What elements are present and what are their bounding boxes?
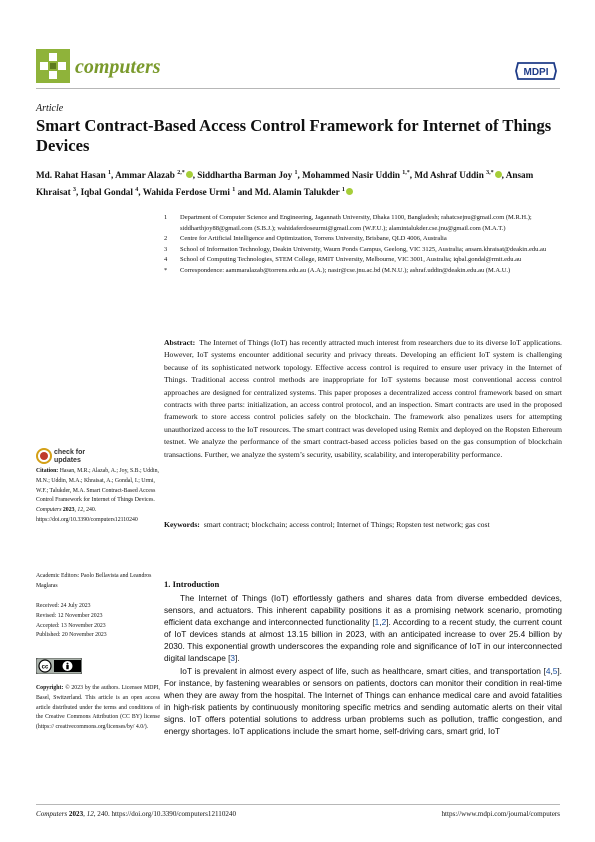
keywords-text: smart contract; blockchain; access control; Internet of Things; Ropsten test network; gas cost bbox=[203, 520, 490, 529]
orcid-icon[interactable] bbox=[495, 171, 502, 178]
affiliation-text: School of Computing Technologies, STEM College, RMIT University, Melbourne, VIC 3001, Australia; iqbal.gondal@rmit.edu.au bbox=[180, 256, 522, 264]
author-affiliation-mark: 3 bbox=[73, 187, 77, 194]
author-separator: , bbox=[192, 170, 198, 181]
affiliation-item bbox=[164, 255, 564, 266]
affiliation-item bbox=[164, 266, 564, 277]
affiliation-text: Correspondence: aammaralazab@torrens.edu.au (A.A.); nasir@cse.jnu.ac.bd (M.N.U.); ashraf.uddin@deakin.edu.au (M.A.U.) bbox=[180, 266, 511, 274]
author-list bbox=[36, 166, 566, 200]
copyright bbox=[36, 684, 160, 733]
affiliation-text: Department of Computer Science and Engineering, Jagannath University, Dhaka 1100, Bangladesh; rahatcsejnu@gmail.com (M.R.H.); siddharthjoy88@gmail.com (S.B.J.); wahidaferdoseurmi@gmail.com (W.F.U.); alamintalukder.cse.jnu@gmail.com (M.A.T.) bbox=[180, 214, 532, 232]
cc-by-license-icon[interactable] bbox=[36, 658, 82, 674]
ref-link-5[interactable]: 5 bbox=[552, 665, 558, 676]
author-separator: , bbox=[110, 170, 116, 181]
article-title: Smart Contract-Based Access Control Framework for Internet of Things Devices bbox=[36, 116, 552, 155]
author-separator: and bbox=[235, 187, 255, 198]
journal-logo-icon bbox=[36, 49, 70, 83]
section-heading: 1. Introduction bbox=[164, 579, 220, 589]
academic-editors: Academic Editors: Paolo Bellavista and Leandros Maglaras bbox=[36, 573, 152, 589]
body-paragraph-1: The Internet of Things (IoT) effortlessly gathers and shares data from diverse embedded devices, sensors, and actuators. This inherent capability positions it as a promising network scenario, promoting efficient data exchange and interconnected functionality [1,2]. According to a recent study, the current count of IoT devices stands at almost 13.15 billion in 2023, with an anticipated increase to over 25.4 billion by 2030. This exponential growth underscores the expanding role and significance of IoT in our interconnected digital landscape [3]. bbox=[164, 593, 562, 664]
keywords-label: Keywords: bbox=[164, 520, 200, 529]
abstract bbox=[164, 337, 562, 461]
abstract-label: Abstract: bbox=[164, 338, 196, 347]
footer-journal-url[interactable]: https://www.mdpi.com/journal/computers bbox=[441, 810, 560, 818]
keywords bbox=[164, 519, 562, 531]
author-name: Ammar Alazab bbox=[115, 170, 175, 181]
author-affiliation-mark: 1,* bbox=[402, 170, 410, 176]
check-for-updates-line1: check for bbox=[54, 449, 86, 456]
body-paragraph-2: IoT is prevalent in almost every aspect of life, such as healthcare, smart cities, and transportation [4,5]. For instance, by fastening wearables or sensors on patients, doctors can monitor their condition in real-time when they are away from the hospital. The Internet of Things can enhance medical care and avoid fatalities in high-risk patients by continuously monitoring specific metrics and sending automatic alerts on their vital signs. IoT offers potential solutions to address urban problems such as pollution, traffic congestion, and energy shortages. IoT applications include the smart home, self-driving cars, smart grid, IoT bbox=[164, 665, 562, 737]
author-affiliation-mark: 1 bbox=[232, 187, 236, 194]
citation-year: 2023 bbox=[62, 507, 75, 514]
ref-link-4[interactable]: 4 bbox=[545, 665, 551, 676]
affiliation-mark: * bbox=[164, 266, 168, 274]
orcid-icon[interactable] bbox=[186, 171, 193, 178]
author-name: Md. Rahat Hasan bbox=[36, 170, 106, 181]
author-separator: , bbox=[297, 170, 303, 181]
mdpi-logo-icon[interactable] bbox=[514, 60, 558, 82]
author-name: Iqbal Gondal bbox=[80, 187, 133, 198]
footer-year: 2023 bbox=[68, 810, 84, 818]
author-affiliation-mark: 1 bbox=[294, 170, 298, 176]
author-affiliation-mark: 1 bbox=[341, 187, 345, 194]
check-for-updates-icon[interactable] bbox=[36, 448, 52, 464]
header-divider bbox=[36, 88, 560, 89]
copyright-label: Copyright: bbox=[36, 685, 64, 691]
mdpi-logo-text: MDPI bbox=[523, 67, 549, 78]
author-name: Wahida Ferdose Urmi bbox=[142, 187, 230, 198]
citation-label: Citation: bbox=[36, 468, 59, 474]
date-received: Received: 24 July 2023 bbox=[36, 603, 91, 609]
author-affiliation-mark: 2,* bbox=[177, 170, 185, 176]
affiliation-mark: 4 bbox=[164, 256, 168, 264]
citation-text: Hasan, M.R.; Alazab, A.; Joy, S.B.; Uddin, M.N.; Uddin, M.A.; Khraisat, A.; Gondal, I.; Urmi, W.F.; Talukder, M.A. Smart Contract-Based Access Control Framework for Internet of Things Devices. bbox=[36, 468, 159, 504]
author-affiliation-mark: 4 bbox=[135, 187, 139, 194]
abstract-text: The Internet of Things (IoT) has recently attracted much interest from researchers due to its diverse IoT applications. However, IoT systems encounter additional security and privacy threats. Developing an efficient IoT system is challenging because of its sophisticated network topology. Effective access control is required to ensure user privacy in the Internet of Things. Traditional access control methods are inappropriate for IoT systems because most conventional access control approaches are designed for centralized systems. This paper proposes a decentralized access control framework based on smart contracts with three parts: initialization, an access control protocol, and an inspection. Smart contracts are used in the proposed framework to store access control policies safely on the blockchain. The framework also penalizes users for attempting unauthorized access to the IoT resources. The smart contract was developed using Remix and deployed on the Ropsten Ethereum testnet. We analyze the performance of the smart contract-based access policies based on the gas consumption of blockchain transactions. Further, we analyze the system’s security, usability, scalability, and interoperability performance. bbox=[164, 338, 562, 459]
affiliation-mark: 2 bbox=[164, 235, 168, 243]
affiliation-mark: 3 bbox=[164, 245, 168, 253]
footer-citation: Computers 2023, 12, 240. https://doi.org/10.3390/computers12110240 bbox=[36, 810, 237, 818]
author-name: Siddhartha Barman Joy bbox=[197, 170, 293, 181]
journal-name: computers bbox=[75, 56, 161, 78]
affiliation-item bbox=[164, 245, 564, 256]
affiliation-text: School of Information Technology, Deakin University, Waurn Ponds Campus, Geelong, VIC 3125, Australia; ansam.khraisat@deakin.edu.au bbox=[180, 245, 547, 253]
ref-link-1[interactable]: 1 bbox=[374, 617, 380, 628]
footer-doi[interactable]: , 240. https://doi.org/10.3390/computers12110240 bbox=[93, 810, 237, 818]
check-for-updates-badge[interactable] bbox=[54, 449, 85, 465]
author-separator: , bbox=[501, 170, 506, 181]
author-name: Md Ashraf Uddin bbox=[414, 170, 484, 181]
footer-volume: 12 bbox=[86, 810, 94, 818]
author-affiliation-mark: 1 bbox=[107, 170, 111, 176]
author-separator: , bbox=[76, 187, 81, 198]
footer-journal: Computers bbox=[36, 810, 68, 818]
author-name: Ansam Khraisat bbox=[36, 170, 534, 198]
footer-divider bbox=[36, 804, 560, 805]
check-for-updates-line2: updates bbox=[54, 457, 81, 464]
citation-journal: Computers bbox=[36, 507, 62, 514]
article-type: Article bbox=[36, 103, 64, 114]
citation-doi[interactable]: , 240. https://doi.org/10.3390/computers12110240 bbox=[36, 507, 138, 523]
affiliation-item bbox=[164, 234, 564, 245]
publication-dates bbox=[36, 602, 160, 641]
svg-text:cc: cc bbox=[41, 664, 49, 671]
date-accepted: Accepted: 13 November 2023 bbox=[36, 622, 106, 629]
author-separator: , bbox=[409, 170, 415, 181]
date-published: Published: 20 November 2023 bbox=[36, 632, 107, 639]
citation: Citation: Hasan, M.R.; Alazab, A.; Joy, S.B.; Uddin, M.N.; Uddin, M.A.; Khraisat, A.; Gondal, I.; Urmi, W.F.; Talukder, M.A. Smart Contract-Based Access Control Framework for Internet of Things Devices. Computers 2023, 12, 240. https://doi.org/10.3390/computers12110240 bbox=[36, 468, 159, 523]
affiliation-text: Centre for Artificial Intelligence and Optimization, Torrens University, Brisbane, QLD 4006, Australia bbox=[180, 235, 447, 243]
ref-link-3[interactable]: 3 bbox=[230, 653, 236, 664]
author-separator: , bbox=[138, 187, 143, 198]
orcid-icon[interactable] bbox=[346, 188, 353, 195]
author-name: Mohammed Nasir Uddin bbox=[302, 170, 400, 181]
author-name: Md. Alamin Talukder bbox=[254, 187, 340, 198]
date-revised: Revised: 12 November 2023 bbox=[36, 612, 103, 619]
copyright-text: © 2023 by the authors. Licensee MDPI, Basel, Switzerland. This article is an open access article distributed under the terms and conditions of the Creative Commons Attribution (CC BY) license (https:// creativecommons.org/licenses/by/ 4.0/). bbox=[36, 685, 160, 731]
author-affiliation-mark: 3,* bbox=[486, 170, 494, 176]
affiliation-mark: 1 bbox=[164, 214, 168, 221]
affiliation-item bbox=[164, 213, 564, 234]
ref-link-2[interactable]: 2 bbox=[381, 617, 387, 628]
citation-volume: 12 bbox=[77, 507, 84, 514]
body-text bbox=[164, 592, 562, 737]
affiliation-list bbox=[164, 213, 564, 277]
